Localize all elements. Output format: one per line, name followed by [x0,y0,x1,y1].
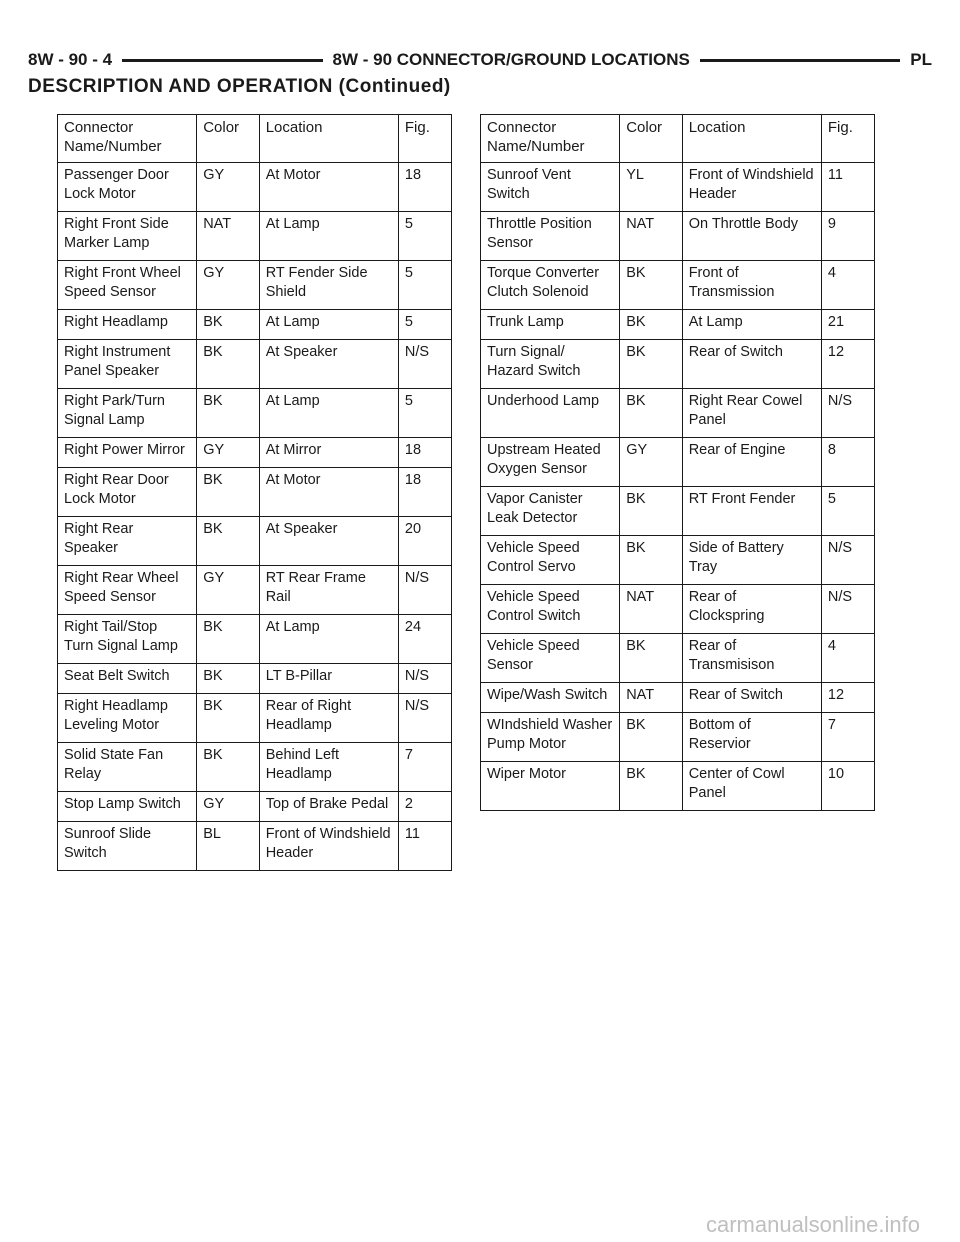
cell-connector-name: Wipe/Wash Switch [481,683,620,713]
cell-connector-name: Right Tail/Stop Turn Signal Lamp [58,615,197,664]
cell-fig: 5 [398,212,451,261]
cell-connector-name: Right Rear Wheel Speed Sensor [58,566,197,615]
cell-color: BK [197,694,260,743]
cell-location: At Lamp [259,389,398,438]
cell-fig: 18 [398,438,451,468]
cell-color: BK [620,713,683,762]
section-title: 8W - 90 CONNECTOR/GROUND LOCATIONS [332,50,690,69]
cell-location: Rear of Switch [682,683,821,713]
cell-connector-name: Wiper Motor [481,762,620,811]
cell-fig: 7 [398,743,451,792]
cell-color: BK [197,468,260,517]
cell-connector-name: Throttle Position Sensor [481,212,620,261]
cell-fig: 11 [398,822,451,871]
cell-connector-name: Right Headlamp [58,310,197,340]
cell-color: YL [620,163,683,212]
cell-location: Rear of Transmisison [682,634,821,683]
table-row [58,615,452,664]
cell-location: Rear of Switch [682,340,821,389]
table-row [481,340,875,389]
table-row [58,792,452,822]
cell-connector-name: Right Rear Speaker [58,517,197,566]
cell-color: GY [197,438,260,468]
table-row [481,713,875,762]
table-row [481,585,875,634]
cell-fig: 12 [821,683,874,713]
cell-location: At Lamp [259,212,398,261]
cell-color: GY [620,438,683,487]
table-row [481,261,875,310]
cell-location: Front of Transmission [682,261,821,310]
table-row [58,822,452,871]
cell-connector-name: Right Front Side Marker Lamp [58,212,197,261]
table-row [58,310,452,340]
cell-location: RT Fender Side Shield [259,261,398,310]
table-row [481,163,875,212]
table-header-row [58,115,452,163]
col-header-location: Location [259,115,398,163]
cell-location: At Lamp [682,310,821,340]
table-row [58,566,452,615]
connector-table-left [57,114,452,871]
table-row [481,487,875,536]
cell-color: GY [197,261,260,310]
cell-color: BK [620,487,683,536]
cell-connector-name: Sunroof Slide Switch [58,822,197,871]
watermark: carmanualsonline.info [705,1212,920,1237]
cell-location: Rear of Right Headlamp [259,694,398,743]
cell-color: NAT [620,212,683,261]
cell-connector-name: Upstream Heated Oxygen Sensor [481,438,620,487]
cell-connector-name: Vehicle Speed Control Switch [481,585,620,634]
header-rule-right [700,59,900,62]
cell-connector-name: Trunk Lamp [481,310,620,340]
table-row [58,743,452,792]
cell-connector-name: Passenger Door Lock Motor [58,163,197,212]
cell-color: BK [620,389,683,438]
cell-color: GY [197,163,260,212]
header-rule-left [122,59,322,62]
section-code: PL [910,50,933,69]
cell-fig: 18 [398,468,451,517]
cell-fig: 21 [821,310,874,340]
table-row [481,389,875,438]
cell-fig: 9 [821,212,874,261]
cell-connector-name: Right Park/Turn Signal Lamp [58,389,197,438]
cell-fig: 5 [398,389,451,438]
col-header-color: Color [620,115,683,163]
table-row [58,340,452,389]
col-header-name: Connector Name/Number [481,115,620,163]
cell-connector-name: Vapor Canister Leak Detector [481,487,620,536]
cell-fig: 2 [398,792,451,822]
cell-location: At Lamp [259,310,398,340]
cell-location: Front of Windshield Header [682,163,821,212]
cell-color: NAT [197,212,260,261]
cell-color: BL [197,822,260,871]
cell-fig: 12 [821,340,874,389]
cell-color: BK [620,536,683,585]
cell-location: Front of Windshield Header [259,822,398,871]
cell-location: At Motor [259,468,398,517]
cell-location: RT Front Fender [682,487,821,536]
table-row [481,310,875,340]
cell-connector-name: Vehicle Speed Sensor [481,634,620,683]
cell-connector-name: Right Rear Door Lock Motor [58,468,197,517]
cell-connector-name: Underhood Lamp [481,389,620,438]
cell-color: BK [197,340,260,389]
cell-fig: 5 [398,261,451,310]
table-row [481,683,875,713]
cell-connector-name: Turn Signal/ Hazard Switch [481,340,620,389]
table-row [481,634,875,683]
cell-color: BK [197,517,260,566]
cell-fig: 5 [821,487,874,536]
table-row [58,664,452,694]
cell-connector-name: Vehicle Speed Control Servo [481,536,620,585]
cell-fig: 18 [398,163,451,212]
page-header [28,46,932,74]
cell-location: At Lamp [259,615,398,664]
cell-connector-name: Right Front Wheel Speed Sensor [58,261,197,310]
cell-fig: N/S [821,536,874,585]
cell-location: At Motor [259,163,398,212]
cell-location: At Speaker [259,340,398,389]
cell-connector-name: Right Power Mirror [58,438,197,468]
cell-location: At Speaker [259,517,398,566]
page-id: 8W - 90 - 4 [28,50,113,69]
table-row [481,212,875,261]
cell-location: Bottom of Reservior [682,713,821,762]
cell-color: BK [197,389,260,438]
col-header-fig: Fig. [398,115,451,163]
cell-location: LT B-Pillar [259,664,398,694]
connector-table-right [480,114,875,811]
cell-location: On Throttle Body [682,212,821,261]
table-row [58,438,452,468]
cell-fig: 10 [821,762,874,811]
col-header-name: Connector Name/Number [58,115,197,163]
table-row [58,261,452,310]
col-header-location: Location [682,115,821,163]
cell-connector-name: Solid State Fan Relay [58,743,197,792]
table-row [58,694,452,743]
cell-fig: N/S [398,566,451,615]
cell-fig: 5 [398,310,451,340]
cell-color: BK [620,261,683,310]
table-row [58,163,452,212]
cell-location: RT Rear Frame Rail [259,566,398,615]
cell-connector-name: Right Headlamp Leveling Motor [58,694,197,743]
cell-location: Top of Brake Pedal [259,792,398,822]
cell-color: BK [197,615,260,664]
cell-fig: 7 [821,713,874,762]
cell-connector-name: WIndshield Washer Pump Motor [481,713,620,762]
table-header-row [481,115,875,163]
cell-color: NAT [620,585,683,634]
cell-color: GY [197,792,260,822]
cell-fig: 8 [821,438,874,487]
cell-connector-name: Torque Converter Clutch Solenoid [481,261,620,310]
cell-color: BK [197,664,260,694]
cell-connector-name: Sunroof Vent Switch [481,163,620,212]
cell-color: BK [620,634,683,683]
cell-fig: N/S [821,389,874,438]
cell-fig: 24 [398,615,451,664]
cell-location: At Mirror [259,438,398,468]
cell-connector-name: Right Instrument Panel Speaker [58,340,197,389]
cell-fig: 20 [398,517,451,566]
cell-fig: 4 [821,634,874,683]
cell-color: BK [620,310,683,340]
cell-location: Right Rear Cowel Panel [682,389,821,438]
cell-color: BK [197,310,260,340]
table-row [58,389,452,438]
cell-fig: 11 [821,163,874,212]
cell-fig: N/S [398,664,451,694]
col-header-color: Color [197,115,260,163]
table-row [481,438,875,487]
cell-fig: N/S [398,694,451,743]
cell-location: Center of Cowl Panel [682,762,821,811]
cell-color: NAT [620,683,683,713]
cell-color: BK [620,762,683,811]
col-header-fig: Fig. [821,115,874,163]
cell-connector-name: Stop Lamp Switch [58,792,197,822]
cell-location: Behind Left Headlamp [259,743,398,792]
table-row [58,212,452,261]
section-heading: DESCRIPTION AND OPERATION (Continued) [28,76,451,97]
table-row [481,762,875,811]
cell-color: BK [620,340,683,389]
cell-location: Rear of Clockspring [682,585,821,634]
table-row [481,536,875,585]
cell-fig: N/S [821,585,874,634]
table-row [58,517,452,566]
cell-fig: N/S [398,340,451,389]
cell-color: BK [197,743,260,792]
cell-location: Side of Battery Tray [682,536,821,585]
cell-connector-name: Seat Belt Switch [58,664,197,694]
cell-location: Rear of Engine [682,438,821,487]
cell-fig: 4 [821,261,874,310]
table-row [58,468,452,517]
cell-color: GY [197,566,260,615]
